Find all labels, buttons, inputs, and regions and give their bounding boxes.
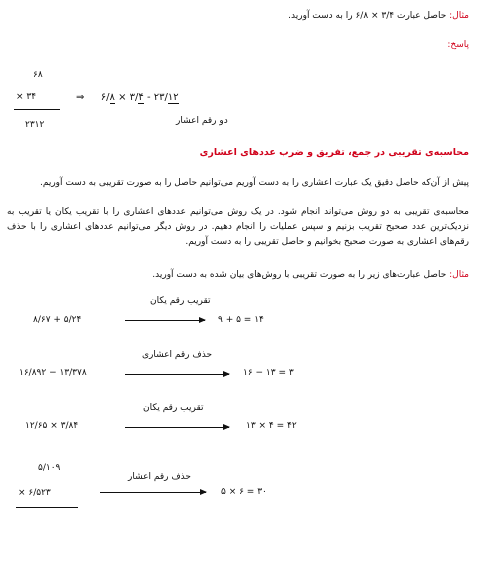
row2-arrow	[125, 374, 229, 375]
mult-second-number: × ۳۴	[16, 92, 37, 102]
factor-b: ۳/۴	[129, 92, 144, 103]
mult-top-number: ۶۸	[33, 70, 43, 80]
example-label: مثال:	[449, 11, 469, 21]
example1-line	[288, 11, 469, 21]
decimal-expression	[76, 92, 179, 103]
mult2-second-number: × ۶/۵۲۳	[18, 488, 51, 498]
mult2-top-number: ۵/۱۰۹	[38, 463, 61, 473]
times-sign: ×	[118, 92, 127, 103]
example-label: مثال:	[449, 270, 469, 280]
mult-result: ۲۳۱۲	[25, 120, 45, 130]
row4-arrow	[100, 492, 206, 493]
example-text: حاصل عبارت‌های زیر را به صورت تقریبی با روش‌های بیان شده به دست آورید.	[152, 270, 447, 280]
factor-a: ۶/۸	[100, 92, 115, 103]
row1-arrow	[125, 320, 205, 321]
paragraph-methods: محاسبه‌ی تقریبی به دو روش می‌تواند انجام شود. در یک روش می‌توانیم عددهای اعشاری را با تقریب یکان یا تقریب به نزدیک‌ترین عدد صحیح تقریب بزنیم و سپس عملیات را انجام دهیم. در روش دیگر می‌توانیم عددهای اعشاری را با حذف رقم‌های اعشاری به صورت صحیح بخوانیم و حاصل تقریبی را به دست آوریم.	[7, 207, 469, 247]
row4-result: ۵ × ۶ = ۳۰	[221, 487, 267, 497]
implies-sign: ⇒	[76, 92, 85, 103]
example-text: حاصل عبارت ۳/۴ × ۶/۸ را به دست آورید.	[288, 11, 447, 21]
row2-result: ۱۶ − ۱۳ = ۳	[243, 368, 294, 378]
example2-line	[152, 270, 469, 280]
paragraph-intro: پیش از آن‌که حاصل دقیق یک عبارت اعشاری را به دست آوریم می‌توانیم حاصل را به صورت تقریبی به دست آوریم.	[39, 178, 469, 188]
row3-expression: ۱۲/۶۵ × ۳/۸۴	[25, 421, 79, 431]
mult-line	[14, 109, 60, 110]
row2-method: حذف رقم اعشاری	[142, 350, 213, 360]
note-two-decimals: دو رقم اعشار	[176, 116, 228, 126]
row1-method: تقریب رقم یکان	[150, 296, 211, 306]
row1-result: ۹ + ۵ = ۱۴	[218, 315, 264, 325]
row3-method: تقریب رقم یکان	[143, 403, 204, 413]
row3-result: ۱۳ × ۴ = ۴۲	[246, 421, 297, 431]
equals-sign: -	[146, 92, 151, 103]
row3-arrow	[125, 427, 229, 428]
row2-expression: ۱۶/۸۹۲ − ۱۳/۳۷۸	[19, 368, 87, 378]
answer-label: پاسخ:	[447, 40, 469, 50]
product: ۲۳/۱۲	[153, 92, 179, 103]
section-title: محاسبه‌ی تقریبی در جمع، تفریق و ضرب عددهای اعشاری	[199, 147, 469, 158]
mult2-line	[16, 507, 78, 508]
row1-expression: ۸/۶۷ + ۵/۲۴	[33, 315, 82, 325]
row4-method: حذف رقم اعشار	[128, 472, 191, 482]
